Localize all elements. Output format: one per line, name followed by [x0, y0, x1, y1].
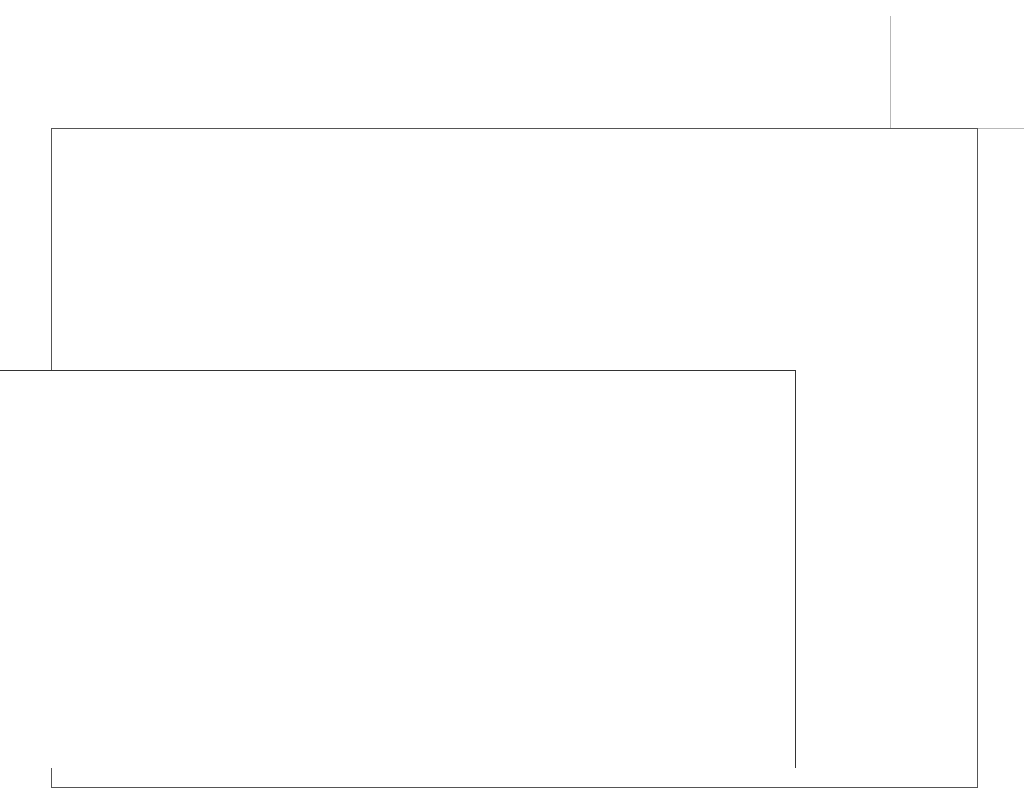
zoomed-excerpt: [0, 370, 796, 768]
decorative-dot-grid: [0, 0, 1024, 140]
introduction-heading: [35, 719, 79, 755]
excerpt-body: [35, 391, 775, 401]
